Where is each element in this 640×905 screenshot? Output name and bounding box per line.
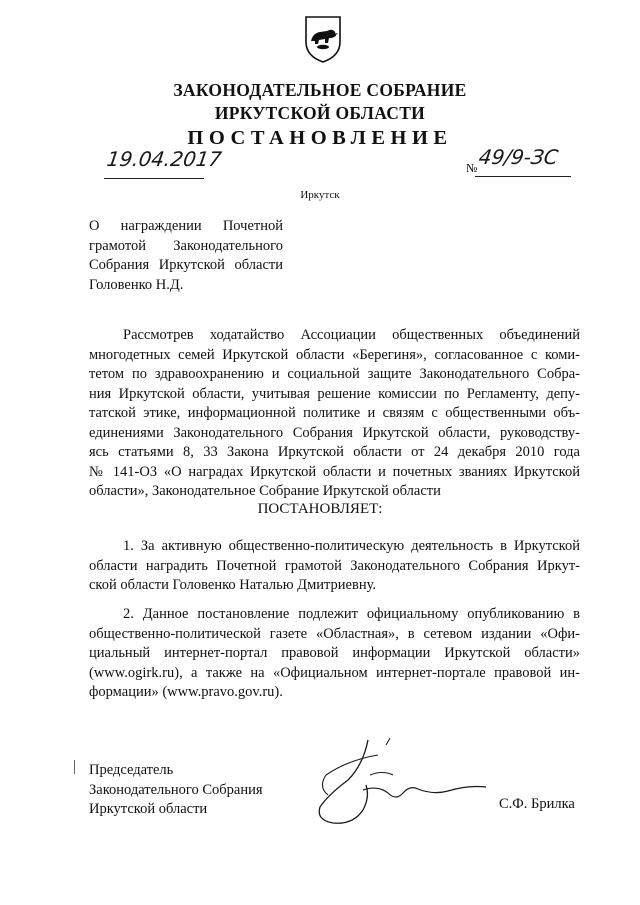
text-line: татской этике, информационной политике и связям с общественными объ- (89, 405, 580, 421)
org-name-line2: ИРКУТСКОЙ ОБЛАСТИ (214, 103, 426, 123)
signatory-name: С.Ф. Брилка (499, 796, 575, 812)
document-subject (89, 217, 283, 295)
signatory-title (89, 761, 263, 820)
document-type: ПОСТАНОВЛЕНИЕ (187, 127, 453, 149)
item-1-paragraph (89, 537, 580, 596)
document-date: 19.04.2017 (105, 147, 224, 171)
handwritten-signature (308, 735, 508, 835)
number-sign: № (466, 161, 478, 175)
date-underline (104, 178, 204, 179)
signatory-title-line: Председатель (89, 762, 174, 778)
text-line: единениями Законодательного Собрания Иркутской области, руководству- (89, 424, 580, 441)
text-line: 2. Данное постановление подлежит официальному опубликованию в (123, 606, 580, 622)
subject-line: Собрания Иркутской области (89, 257, 283, 273)
text-line: общественно-политической газете «Областная», в сетевом издании «Офи- (89, 625, 580, 642)
subject-line: О награждении Почетной (89, 218, 283, 234)
number-underline (475, 176, 571, 177)
org-name-line1: ЗАКОНОДАТЕЛЬНОЕ СОБРАНИЕ (173, 80, 467, 100)
preamble-paragraph (89, 326, 580, 502)
document-number: 49/9-ЗС (477, 145, 560, 169)
resolves-heading: ПОСТАНОВЛЯЕТ: (257, 501, 383, 517)
text-line: 1. За активную общественно-политическую деятельность в Иркутской (123, 538, 580, 554)
item-2-paragraph (89, 605, 580, 703)
text-line: области наградить Почетной грамотой Законодательного Собрания Иркут- (89, 557, 580, 574)
text-line: № 141-ОЗ «О наградах Иркутской области и почетных званиях Иркутской (89, 463, 580, 480)
signatory-title-line: Иркутской области (89, 801, 208, 817)
text-line: формации» (www.pravo.gov.ru). (89, 684, 283, 700)
text-line: циальный интернет-портал правовой информации Иркутской области» (89, 645, 580, 661)
subject-line: Головенко Н.Д. (89, 276, 184, 293)
text-line: ясь статьями 8, 33 Закона Иркутской области от 24 декабря 2010 года (89, 444, 580, 460)
margin-mark (74, 760, 75, 774)
text-line: области», Законодательное Собрание Иркутской области (89, 483, 441, 499)
text-line: ния Иркутской области, учитывая решение комиссии по Регламенту, депу- (89, 385, 580, 402)
text-line: Рассмотрев ходатайство Ассоциации общественных объединений (123, 327, 580, 343)
subject-line: грамотой Законодательного (89, 237, 283, 254)
signatory-title-line: Законодательного Собрания (89, 781, 263, 798)
coat-of-arms-icon (303, 14, 343, 64)
text-line: тетом по здравоохранению и социальной защите Законодательного Собра- (89, 366, 580, 382)
text-line: ской области Головенко Наталью Дмитриевну. (89, 577, 376, 593)
city-label: Иркутск (300, 189, 340, 201)
text-line: (www.ogirk.ru), а также на «Официальном интернет-портале правовой ин- (89, 664, 580, 681)
text-line: многодетных семей Иркутской области «Берегиня», согласованное с коми- (89, 346, 580, 363)
